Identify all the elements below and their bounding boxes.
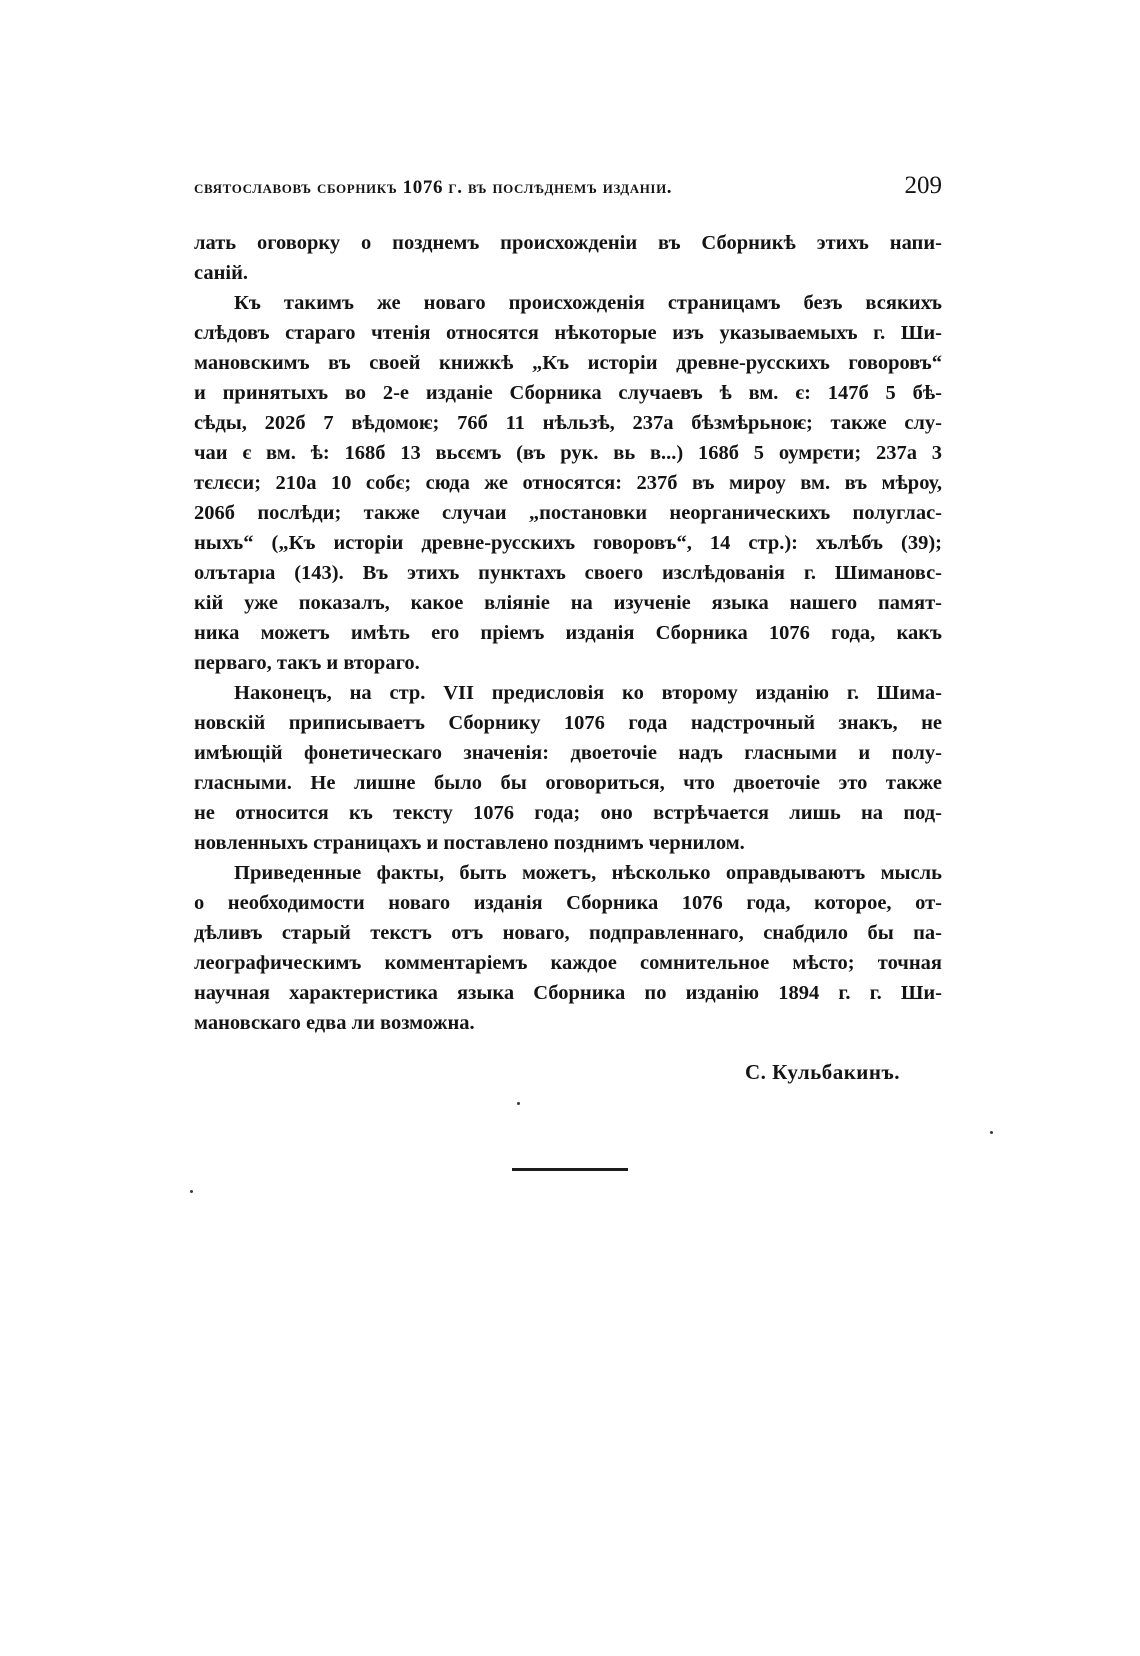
- text-line: гласными. Не лишне было бы оговориться, что двоеточіе это также: [194, 772, 942, 794]
- text-line: и принятыхъ во 2-е изданіе Сборника случаевъ ѣ вм. є: 147б 5 бѣ-: [194, 382, 942, 404]
- text-line: дѣливъ старый текстъ отъ новаго, подправленнаго, снабдило бы па-: [194, 922, 942, 944]
- text-line: олътарıа (143). Въ этихъ пунктахъ своего изслѣдованія г. Шимановс-: [194, 562, 942, 584]
- author-signature: С. Кульбакинъ.: [744, 1060, 900, 1084]
- text-line: научная характеристика языка Сборника по изданію 1894 г. г. Ши-: [194, 982, 942, 1004]
- text-line: ныхъ“ („Къ исторіи древне-русскихъ говоровъ“, 14 стр.): хълѣбъ (39);: [194, 532, 942, 554]
- text-line: Приведенные факты, быть можетъ, нѣсколько оправдываютъ мысль: [234, 862, 942, 884]
- running-head: [194, 172, 942, 208]
- page-number: 209: [904, 172, 942, 199]
- text-line: не относится къ тексту 1076 года; оно встрѣчается лишь на под-: [194, 802, 942, 824]
- text-line: чаи є вм. ѣ: 168б 13 вьсємъ (въ рук. вь в...) 168б 5 оумрєти; 237а 3: [194, 442, 942, 464]
- text-line: лать оговорку о позднемъ происхожденіи въ Сборникѣ этихъ напи-: [194, 232, 942, 254]
- text-line: новскій приписываетъ Сборнику 1076 года надстрочный знакъ, не: [194, 712, 942, 734]
- text-line: мановскаго едва ли возможна.: [194, 1012, 475, 1034]
- text-line: о необходимости новаго изданія Сборника 1076 года, которое, от-: [194, 892, 942, 914]
- print-speck: [190, 1190, 193, 1193]
- text-line: Наконецъ, на стр. VII предисловія ко второму изданію г. Шима-: [234, 682, 942, 704]
- text-line: имѣющій фонетическаго значенія: двоеточіе надъ гласными и полу-: [194, 742, 942, 764]
- running-title: святославовъ сборникъ 1076 г. въ послѣднемъ изданіи.: [194, 177, 673, 198]
- text-line: саній.: [194, 262, 249, 284]
- text-line: Къ такимъ же новаго происхожденія страницамъ безъ всякихъ: [234, 292, 942, 314]
- end-rule: [512, 1168, 628, 1171]
- text-line: перваго, такъ и втораго.: [194, 652, 420, 674]
- text-line: сѣды, 202б 7 вѣдомоѥ; 76б 11 нѣльзѣ, 237а бѣзмѣрьноѥ; также слу-: [194, 412, 942, 434]
- text-line: 206б послѣди; также случаи „постановки неорганическихъ полуглас-: [194, 502, 942, 524]
- text-line: леографическимъ комментаріемъ каждое сомнительное мѣсто; точная: [194, 952, 942, 974]
- print-speck: [990, 1131, 993, 1134]
- text-line: кій уже показалъ, какое вліяніе на изученіе языка нашего памят-: [194, 592, 942, 614]
- text-line: новленныхъ страницахъ и поставлено позднимъ чернилом.: [194, 832, 745, 854]
- text-line: тєлєси; 210а 10 собє; сюда же относятся: 237б въ мироу вм. въ мѣроу,: [194, 472, 942, 494]
- text-line: слѣдовъ стараго чтенія относятся нѣкоторые изъ указываемыхъ г. Ши-: [194, 322, 942, 344]
- print-speck: [517, 1102, 520, 1105]
- text-line: ника можетъ имѣть его пріемъ изданія Сборника 1076 года, какъ: [194, 622, 942, 644]
- text-line: мановскимъ въ своей книжкѣ „Къ исторіи древне-русскихъ говоровъ“: [194, 352, 942, 374]
- body-text: [194, 228, 942, 1038]
